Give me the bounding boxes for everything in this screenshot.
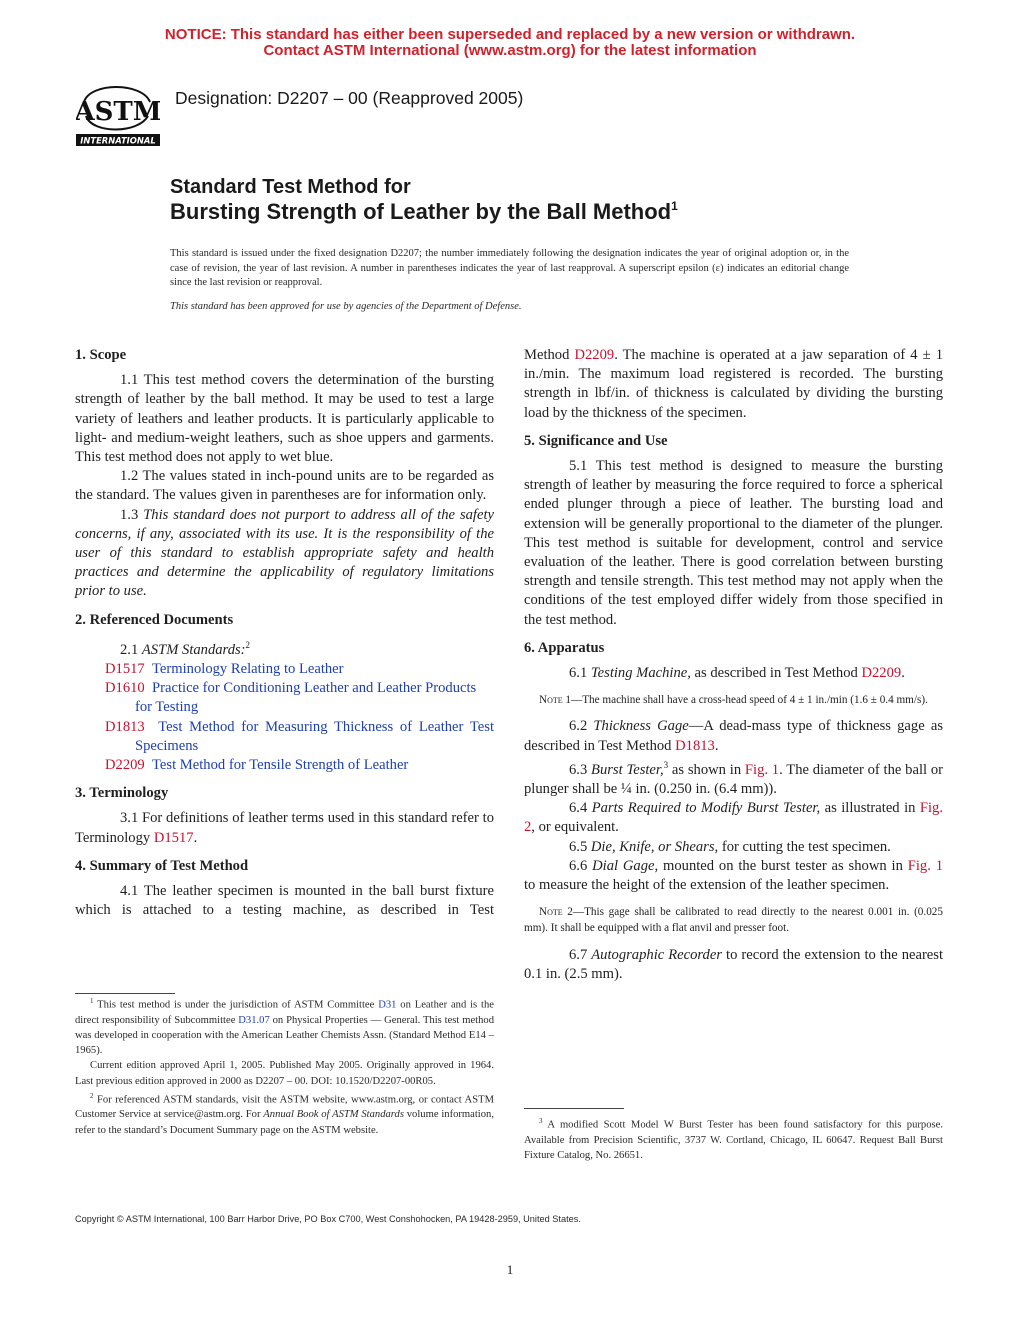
link-d1813[interactable]: D1813	[675, 737, 715, 754]
page-number: 1	[506, 1262, 514, 1277]
section-heading-refdocs: 2. Referenced Documents	[75, 611, 234, 628]
paragraph-5-1: 5.1 This test method is designed to measure the bursting strength of leather by measuring the force required to force a spherical ended plunger through a piece of leather. The bursting load and extension will be generally proportional to the diameter of the plunger. This test method is suitable for development, control and service evaluation of the leather. There is good correlation between bursting strength and tensile strength. This test method may not apply when the conditions of the test employed differ widely from those specified in the test method.	[524, 458, 943, 628]
section-heading-scope: 1. Scope	[75, 347, 127, 363]
section-heading-terminology: 3. Terminology	[75, 785, 169, 802]
paragraph-6-3: 6.3 Burst Tester,$^3$ as shown in Fig. 1. The diameter of the ball or plunger shall be ¼ in. (0.250 in. (6.4 mm)).	[524, 759, 943, 797]
section-heading-summary: 4. Summary of Test Method	[75, 857, 249, 874]
paragraph-6-1: 6.1 Testing Machine, as described in Test Method D2209.	[569, 665, 905, 682]
astm-logo	[76, 76, 160, 148]
paragraph-4-1-continued: Method D2209. The machine is operated at a jaw separation of 4 ± 1 in./min. The maximum load registered is recorded. The bursting strength in lbf/in. of thickness is calculated by dividing the bursting load by the thickness of the specimen.	[524, 347, 943, 421]
reference-item[interactable]: D1610 Practice for Conditioning Leather and Leather Products for Testing	[105, 680, 477, 716]
dod-approval: This standard has been approved for use by agencies of the Department of Defense.	[170, 301, 522, 312]
paragraph-6-6: 6.6 Dial Gage, mounted on the burst tester as shown in Fig. 1 to measure the height of the extension of the leather specimen.	[524, 857, 943, 893]
reference-item[interactable]: D2209 Test Method for Tensile Strength of Leather	[105, 756, 409, 773]
paragraph-3-1: 3.1 For definitions of leather terms used in this standard refer to Terminology D1517.	[75, 810, 494, 846]
paragraph-1-3: 1.3 This standard does not purport to address all of the safety concerns, if any, associated with its use. It is the responsibility of the user of this standard to establish appropriate safety and health practices and determine the applicability of regulatory limitations prior to use.	[75, 506, 494, 600]
paragraph-1-1: 1.1 This test method covers the determination of the bursting strength of leather by the ball method. It may be used to test a large variety of leathers and leather products. It is particularly applicable to light- and medium-weight leathers, such as shoe uppers and garments. This test method does not apply to wet blue.	[75, 372, 494, 466]
notice-line-2: Contact ASTM International (www.astm.org) for the latest information	[263, 42, 757, 59]
note-2: Note 2—This gage shall be calibrated to read directly to the nearest 0.001 in. (0.025 mm). It shall be equipped with a flat anvil and presser foot.	[524, 906, 943, 935]
left-column	[75, 346, 494, 920]
copyright: Copyright © ASTM International, 100 Barr Harbor Drive, PO Box C700, West Conshohocken, PA 19428-2959, United States.	[75, 1214, 581, 1224]
footnotes-left: $^1$ This test method is under the jurisdiction of ASTM Committee D31 on Leather and is the direct responsibility of Subcommittee D31.07 on Physical Properties — General. This test method was developed in cooperation with the American Leather Chemists Assn. (Standard Method E14 – 1965). Current edition approved April 1, 2005. Published May 2005. Originally approved in 1964. Last previous edition approved in 2000 as D2207 – 00. DOI: 10.1520/D2207-00R05. $^2$ For referenced ASTM standards, visit the ASTM website, www.astm.org, or contact ASTM Customer Service at service@astm.org. For Annual Book of ASTM Standards volume information, refer to the standard’s Document Summary page on the ASTM website.	[75, 997, 494, 1136]
link-d2209[interactable]: D2209	[861, 665, 902, 682]
paragraph-6-7: 6.7 Autographic Recorder to record the extension to the nearest 0.1 in. (2.5 mm).	[524, 946, 944, 982]
notice-line-1: NOTICE: This standard has either been superseded and replaced by a new version or withdrawn.	[164, 26, 856, 43]
section-heading-apparatus: 6. Apparatus	[524, 639, 605, 656]
paragraph-6-4: 6.4 Parts Required to Modify Burst Tester, as illustrated in Fig. 2, or equivalent.	[524, 800, 944, 836]
link-fig-2[interactable]: Fig. 2	[524, 800, 944, 836]
title-line-1: Standard Test Method for	[170, 176, 411, 198]
link-fig-1[interactable]: Fig. 1	[907, 857, 943, 874]
reference-item[interactable]: D1813 Test Method for Measuring Thickness of Leather Test Specimens	[105, 718, 494, 754]
link-d2209[interactable]: D2209	[574, 347, 615, 363]
footnote-3: $^3$ A modified Scott Model W Burst Tester has been found satisfactory for this purpose. Available from Precision Scientific, 3737 W. Cortland, Chicago, IL 60647. Request Ball Burst Fixture Catalog, No. 26651.	[524, 1117, 943, 1161]
right-column	[524, 346, 943, 984]
paragraph-6-2: 6.2 Thickness Gage—A dead-mass type of thickness gage as described in Test Method D1813.	[524, 718, 943, 754]
paragraph-4-1: 4.1 The leather specimen is mounted in the ball burst fixture which is attached to a testing machine, as described in Test	[75, 882, 494, 919]
link-fig-1[interactable]: Fig. 1	[744, 761, 780, 778]
note-1: Note 1—The machine shall have a cross-head speed of 4 ± 1 in./min (1.6 ± 0.4 mm/s).	[539, 694, 928, 707]
link-d1517[interactable]: D1517	[153, 829, 194, 846]
intro-paragraph: This standard is issued under the fixed designation D2207; the number immediately following the designation indicates the year of original adoption or, in the case of revision, the year of last revision. A number in parentheses indicates the year of last reapproval. A superscript epsilon (ε) indicates an editorial change since the last revision or reapproval.	[170, 248, 849, 289]
section-heading-significance: 5. Significance and Use	[524, 432, 668, 449]
paragraph-1-2: 1.2 The values stated in inch-pound units are to be regarded as the standard. The values given in parentheses are for information only.	[75, 468, 494, 504]
logo-letters: ASTM	[76, 97, 160, 127]
footnote-rule-right	[524, 1108, 624, 1109]
title-line-2: Bursting Strength of Leather by the Ball Method$^1$	[170, 199, 678, 224]
designation: Designation: D2207 – 00 (Reapproved 2005)	[175, 88, 524, 108]
logo-international: INTERNATIONAL	[80, 135, 156, 146]
reference-item[interactable]: D1517 Terminology Relating to Leather	[105, 660, 344, 677]
paragraph-2-1: 2.1 ASTM Standards:$^2$	[120, 639, 251, 658]
paragraph-6-5: 6.5 Die, Knife, or Shears, for cutting the test specimen.	[569, 838, 891, 855]
